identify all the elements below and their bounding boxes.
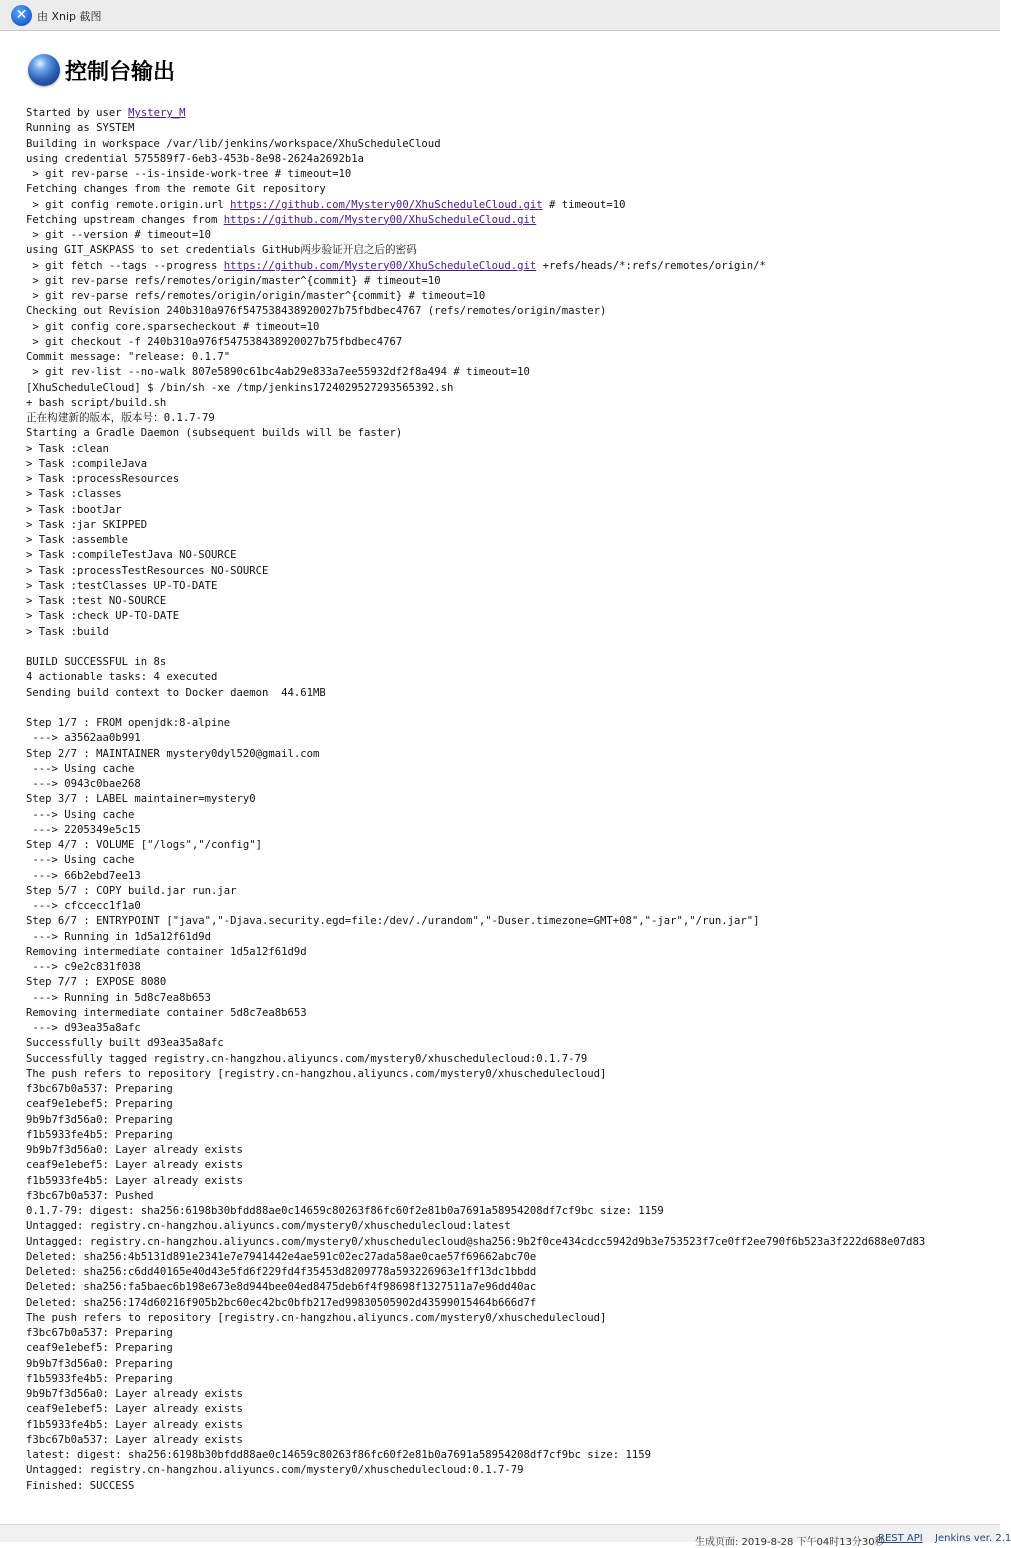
console-text: ---> Running in 5d8c7ea8b653 (26, 991, 211, 1004)
console-line (26, 884, 994, 899)
console-line (26, 808, 994, 823)
console-line (26, 152, 994, 167)
console-line (26, 792, 994, 807)
console-link[interactable]: https://github.com/Mystery00/XhuScheduleCloud.git (223, 213, 537, 226)
console-line (26, 1265, 994, 1280)
console-text: Started by user (26, 107, 129, 119)
console-line (26, 121, 994, 136)
xnip-label: 由 Xnip 截图 (37, 10, 102, 23)
console-line (26, 350, 994, 365)
console-text: ---> 66b2ebd7ee13 (26, 869, 141, 882)
console-line (26, 320, 994, 335)
console-link[interactable]: https://github.com/Mystery00/XhuScheduleCloud.git (223, 259, 537, 272)
console-text: > git rev-parse refs/remotes/origin/origin/master^{commit} # timeout=10 (26, 290, 486, 302)
blue-orb-icon (28, 54, 60, 86)
console-text: > Task :processTestResources NO-SOURCE (26, 564, 269, 577)
console-text: > Task :jar SKIPPED (26, 518, 148, 531)
console-line (26, 1067, 994, 1082)
console-text: The push refers to repository [registry.cn-hangzhou.aliyuncs.com/mystery0/xhuschedulecloud] (26, 1067, 607, 1080)
console-text: Starting a Gradle Daemon (subsequent builds will be faster) (26, 427, 403, 440)
console-text: Step 4/7 : VOLUME ["/logs","/config"] (26, 839, 262, 851)
console-line (26, 1402, 994, 1417)
console-text: > Task :processResources (26, 473, 180, 485)
console-text: The push refers to repository [registry.cn-hangzhou.aliyuncs.com/mystery0/xhuschedulecloud] (26, 1311, 607, 1324)
console-line (26, 487, 994, 502)
console-text: f1b5933fe4b5: Preparing (26, 1372, 173, 1385)
console-line (26, 213, 994, 228)
console-text: Commit message: "release: 0.1.7" (26, 351, 231, 363)
console-text: > Task :compileTestJava NO-SOURCE (26, 549, 237, 562)
console-line (26, 365, 994, 380)
console-line (26, 640, 994, 655)
console-line (26, 869, 994, 884)
console-text: > git rev-parse refs/remotes/origin/master^{commit} # timeout=10 (26, 274, 441, 287)
console-text: 9b9b7f3d56a0: Preparing (26, 1357, 173, 1370)
console-line (26, 1280, 994, 1295)
console-text: ---> Using cache (26, 762, 135, 775)
console-text: > Task :classes (26, 488, 122, 501)
console-text: Finished: SUCCESS (26, 1479, 135, 1492)
console-line (26, 289, 994, 304)
console-text: > Task :testClasses UP-TO-DATE (26, 579, 218, 592)
console-line (26, 747, 994, 762)
console-line (26, 1113, 994, 1128)
console-text: +refs/heads/*:refs/remotes/origin/* (536, 259, 766, 272)
console-line (26, 1463, 994, 1478)
console-text: ---> Using cache (26, 854, 135, 867)
console-line (26, 914, 994, 929)
console-line (26, 594, 994, 609)
console-line (26, 853, 994, 868)
screenshot-toolbar (0, 0, 1000, 31)
console-line (26, 274, 994, 289)
console-text: Removing intermediate container 1d5a12f61d9d (26, 945, 307, 958)
console-text: 正在构建新的版本，版本号：0.1.7-79 (26, 412, 215, 424)
console-text: > Task :assemble (26, 534, 129, 546)
console-line (26, 670, 994, 685)
console-line (26, 1021, 994, 1036)
console-text: Deleted: sha256:c6dd40165e40d43e5fd6f229fd4f35453d8209778a593226963e1ff13dc1bbdd (26, 1266, 537, 1278)
console-text: f1b5933fe4b5: Layer already exists (26, 1174, 243, 1187)
console-text: ---> a3562aa0b991 (26, 732, 141, 745)
console-line (26, 137, 994, 152)
jenkins-version-link[interactable]: Jenkins ver. 2.1 (935, 1533, 1011, 1544)
console-text: ceaf9e1ebef5: Preparing (26, 1098, 173, 1111)
console-line (26, 838, 994, 853)
console-text: 9b9b7f3d56a0: Layer already exists (26, 1144, 243, 1156)
console-line (26, 1311, 994, 1326)
console-text: Successfully built d93ea35a8afc (26, 1037, 224, 1050)
console-line (26, 426, 994, 441)
console-line (26, 945, 994, 960)
console-line (26, 1341, 994, 1356)
console-text: latest: digest: sha256:6198b30bfdd88ae0c14659c80263f86fc60f2e81b0a7691a58954208df7cf9bc size: 1159 (26, 1449, 652, 1461)
console-text: > Task :build (26, 625, 109, 638)
console-text: > Task :bootJar (26, 503, 122, 516)
console-line (26, 1052, 994, 1067)
console-text: Step 2/7 : MAINTAINER mystery0dyl520@gmail.com (26, 747, 320, 760)
console-text: > git rev-parse --is-inside-work-tree # timeout=10 (26, 168, 352, 180)
console-line (26, 609, 994, 624)
console-line (26, 1158, 994, 1173)
console-text: ---> d93ea35a8afc (26, 1022, 141, 1034)
console-text: Fetching changes from the remote Git repository (26, 183, 326, 196)
console-text: Deleted: sha256:4b5131d891e2341e7e7941442e4ae591c02ec27ada58ae0cae57f69662abc70e (26, 1250, 537, 1263)
console-line (26, 701, 994, 716)
console-text: f3bc67b0a537: Pushed (26, 1189, 154, 1202)
console-text: f3bc67b0a537: Preparing (26, 1083, 173, 1095)
console-text: Running as SYSTEM (26, 122, 135, 135)
console-line (26, 899, 994, 914)
console-text: Removing intermediate container 5d8c7ea8b653 (26, 1006, 307, 1019)
console-line (26, 304, 994, 319)
console-text: Sending build context to Docker daemon 44.61MB (26, 686, 326, 699)
console-line (26, 777, 994, 792)
console-text: 9b9b7f3d56a0: Layer already exists (26, 1388, 243, 1400)
console-text: Untagged: registry.cn-hangzhou.aliyuncs.com/mystery0/xhuschedulecloud:0.1.7-79 (26, 1464, 524, 1477)
console-line (26, 442, 994, 457)
console-output (26, 106, 994, 1494)
console-line (26, 472, 994, 487)
console-text: > git checkout -f 240b310a976f547538438920027b75fbdbec4767 (26, 335, 403, 348)
console-text: Building in workspace /var/lib/jenkins/workspace/XhuScheduleCloud (26, 137, 441, 150)
console-line (26, 655, 994, 670)
console-line (26, 823, 994, 838)
console-line (26, 1235, 994, 1250)
console-line (26, 1189, 994, 1204)
console-line (26, 518, 994, 533)
console-text: > git fetch --tags --progress (26, 259, 224, 272)
console-text: Checking out Revision 240b310a976f547538438920027b75fbdbec4767 (refs/remotes/origin/master) (26, 305, 607, 318)
console-line (26, 198, 994, 213)
console-line (26, 548, 994, 563)
console-line (26, 625, 994, 640)
console-text: [XhuScheduleCloud] $ /bin/sh -xe /tmp/jenkins1724029527293565392.sh (26, 381, 454, 394)
console-text: ---> 2205349e5c15 (26, 823, 141, 836)
console-text: 9b9b7f3d56a0: Preparing (26, 1113, 173, 1126)
console-line (26, 579, 994, 594)
console-line (26, 1204, 994, 1219)
console-text: > Task :clean (26, 442, 109, 455)
console-text: f1b5933fe4b5: Layer already exists (26, 1418, 243, 1431)
console-text: ---> c9e2c831f038 (26, 961, 141, 973)
console-text: ---> Using cache (26, 808, 135, 821)
console-text: Fetching upstream changes from (26, 213, 224, 226)
console-link[interactable]: Mystery_M (128, 107, 186, 119)
console-text: Successfully tagged registry.cn-hangzhou.aliyuncs.com/mystery0/xhuschedulecloud:0.1.7-79 (26, 1052, 588, 1065)
console-text: f1b5933fe4b5: Preparing (26, 1128, 173, 1141)
page-title: 控制台输出 (65, 60, 176, 85)
console-text: # timeout=10 (542, 198, 626, 211)
console-text: Step 3/7 : LABEL maintainer=mystery0 (26, 793, 256, 806)
console-line (26, 411, 994, 426)
console-line (26, 1219, 994, 1234)
console-line (26, 1097, 994, 1112)
console-line (26, 975, 994, 990)
console-text: Untagged: registry.cn-hangzhou.aliyuncs.com/mystery0/xhuschedulecloud:latest (26, 1220, 511, 1233)
console-text: > git --version # timeout=10 (26, 229, 211, 241)
console-line (26, 381, 994, 396)
console-text: Step 6/7 : ENTRYPOINT ["java","-Djava.security.egd=file:/dev/./urandom","-Duser.timezone=GMT+08","-jar","/run.jar"] (26, 915, 760, 928)
rest-api-link[interactable]: REST API (878, 1533, 923, 1544)
console-line (26, 1326, 994, 1341)
console-text: > git rev-list --no-walk 807e5890c61bc4ab29e833a7ee55932df2f8a494 # timeout=10 (26, 366, 530, 379)
xnip-icon: ✕ (11, 5, 32, 26)
console-line (26, 1387, 994, 1402)
console-text: Deleted: sha256:fa5baec6b198e673e8d944bee04ed8475deb6f4f98698f1327511a7e96dd40ac (26, 1281, 537, 1294)
console-line (26, 182, 994, 197)
console-text: ---> cfccecc1f1a0 (26, 900, 141, 912)
console-line (26, 960, 994, 975)
console-text: using GIT_ASKPASS to set credentials GitHub两步验证开启之后的密码 (26, 244, 417, 257)
console-text: ceaf9e1ebef5: Preparing (26, 1342, 173, 1355)
console-text: ceaf9e1ebef5: Layer already exists (26, 1403, 243, 1416)
console-line (26, 716, 994, 731)
console-line (26, 259, 994, 274)
console-line (26, 1433, 994, 1448)
console-text: ceaf9e1ebef5: Layer already exists (26, 1159, 243, 1172)
console-line (26, 1418, 994, 1433)
console-text: Step 5/7 : COPY build.jar run.jar (26, 884, 237, 897)
console-line (26, 686, 994, 701)
console-line (26, 396, 994, 411)
console-text: Step 7/7 : EXPOSE 8080 (26, 976, 167, 989)
console-text: > git config remote.origin.url (26, 198, 231, 211)
console-line (26, 1082, 994, 1097)
console-line (26, 1143, 994, 1158)
console-text: Untagged: registry.cn-hangzhou.aliyuncs.com/mystery0/xhuschedulecloud@sha256:9b2f0ce434cdcc5942d9b3e753523f7ce0ff2ee790f6b523a3f222d688e07d83 (26, 1235, 926, 1248)
console-line (26, 1250, 994, 1265)
console-text: > git config core.sparsecheckout # timeout=10 (26, 320, 320, 333)
console-line (26, 991, 994, 1006)
console-line (26, 167, 994, 182)
console-line (26, 1128, 994, 1143)
console-line (26, 335, 994, 350)
console-line (26, 1372, 994, 1387)
page-footer (0, 1524, 1011, 1548)
console-line (26, 457, 994, 472)
console-line (26, 1357, 994, 1372)
console-text: BUILD SUCCESSFUL in 8s (26, 656, 167, 668)
console-text: ---> 0943c0bae268 (26, 778, 141, 790)
console-line (26, 106, 994, 121)
console-text: f3bc67b0a537: Preparing (26, 1327, 173, 1339)
footer-generated-time: 生成页面: 2019-8-28 下午04时13分30秒 (695, 1537, 885, 1548)
console-text: + bash script/build.sh (26, 396, 167, 409)
console-line (26, 731, 994, 746)
console-line (26, 1448, 994, 1463)
console-line (26, 1296, 994, 1311)
console-line (26, 1036, 994, 1051)
console-text: using credential 575589f7-6eb3-453b-8e98-2624a2692b1a (26, 152, 365, 165)
console-line (26, 243, 994, 258)
console-line (26, 503, 994, 518)
console-text: f3bc67b0a537: Layer already exists (26, 1433, 243, 1446)
console-text: ---> Running in 1d5a12f61d9d (26, 930, 211, 943)
console-line (26, 930, 994, 945)
console-text: Step 1/7 : FROM openjdk:8-alpine (26, 717, 231, 729)
console-text: 0.1.7-79: digest: sha256:6198b30bfdd88ae0c14659c80263f86fc60f2e81b0a7691a58954208df7cf9bc size: 1159 (26, 1205, 664, 1217)
console-line (26, 762, 994, 777)
console-line (26, 1174, 994, 1189)
console-line (26, 1479, 994, 1494)
console-line (26, 1006, 994, 1021)
console-link[interactable]: https://github.com/Mystery00/XhuScheduleCloud.git (230, 198, 543, 211)
console-text: > Task :compileJava (26, 457, 148, 470)
console-line (26, 533, 994, 548)
console-line (26, 564, 994, 579)
console-text: > Task :check UP-TO-DATE (26, 610, 180, 623)
console-text: Deleted: sha256:174d60216f905b2bc60ec42bc0bfb217ed99830505902d43599015464b666d7f (26, 1296, 537, 1309)
console-line (26, 228, 994, 243)
console-text: 4 actionable tasks: 4 executed (26, 671, 218, 684)
console-text: > Task :test NO-SOURCE (26, 595, 167, 607)
